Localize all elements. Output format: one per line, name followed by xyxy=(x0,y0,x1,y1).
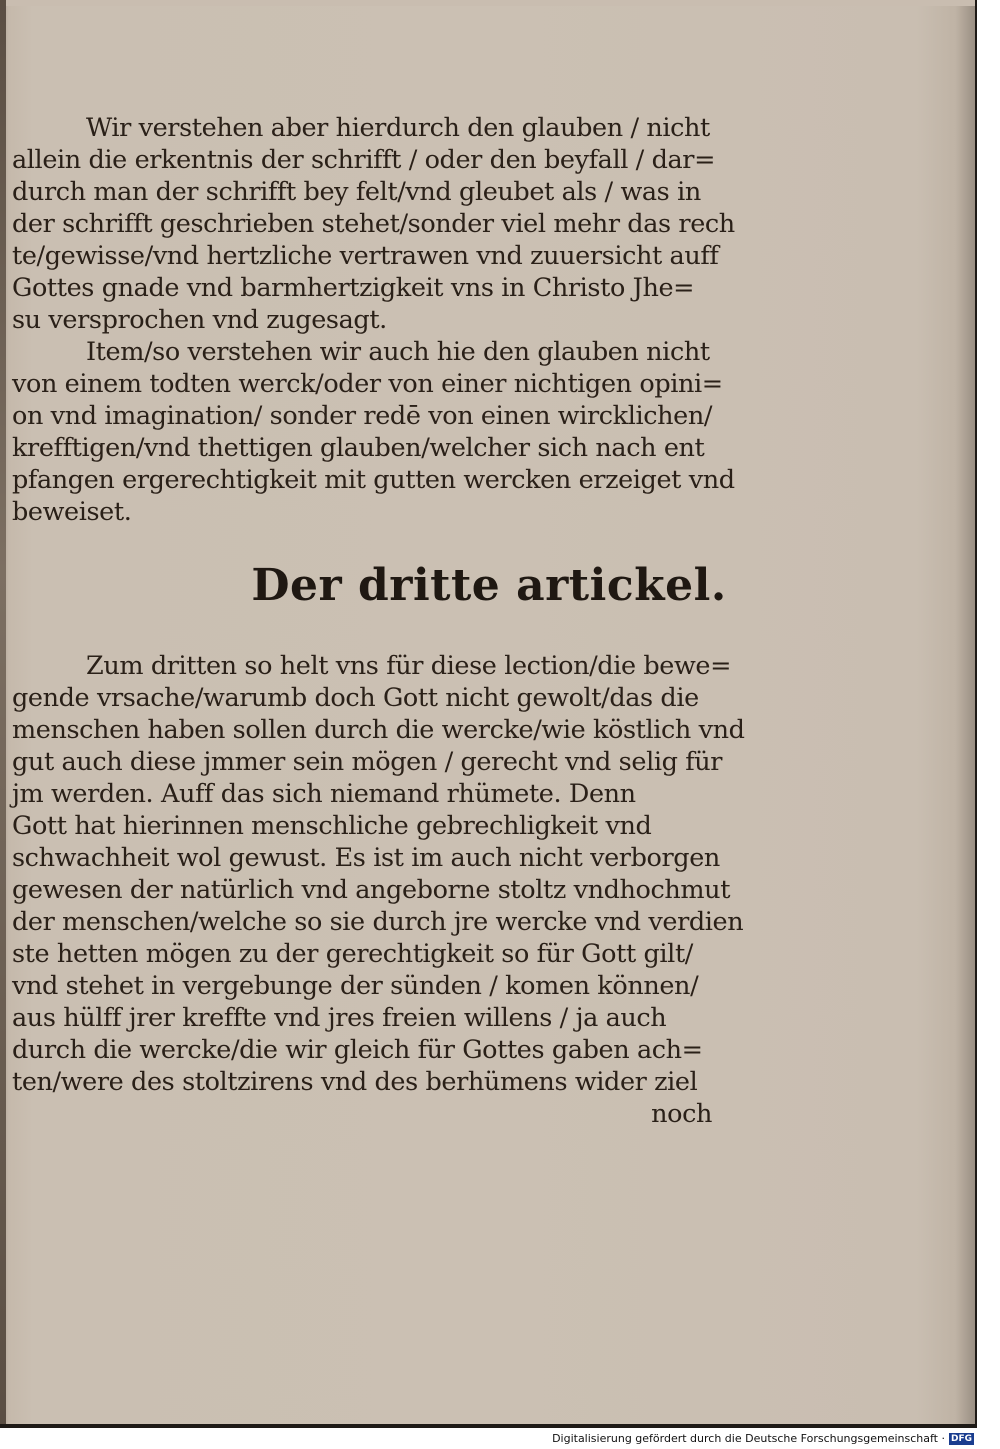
text-line: te/gewisse/vnd hertzliche vertrawen vnd zuuersicht auff xyxy=(12,241,719,271)
text-line: krefftigen/vnd thettigen glauben/welcher sich nach ent xyxy=(12,433,705,463)
text-line: Wir verstehen aber hierdurch den glauben / nicht xyxy=(86,113,710,143)
text-line: gende vrsache/warumb doch Gott nicht gewolt/das die xyxy=(12,683,699,713)
section-heading: Der dritte artickel. xyxy=(251,560,727,611)
text-line: Gott hat hierinnen menschliche gebrechligkeit vnd xyxy=(12,811,652,841)
text-line: schwachheit wol gewust. Es ist im auch nicht verborgen xyxy=(12,843,720,873)
text-line: su versprochen vnd zugesagt. xyxy=(12,305,387,335)
text-line: pfangen ergerechtigkeit mit gutten wercken erzeiget vnd xyxy=(12,465,735,495)
text-line: gut auch diese jmmer sein mögen / gerecht vnd selig für xyxy=(12,747,723,777)
text-line: ste hetten mögen zu der gerechtigkeit so für Gott gilt/ xyxy=(12,939,693,969)
scan-margin-right xyxy=(975,0,1000,1428)
text-line: der schrifft geschrieben stehet/sonder viel mehr das rech xyxy=(12,209,735,239)
text-line: jm werden. Auff das sich niemand rhümete. Denn xyxy=(12,779,636,809)
dfg-logo: DFG xyxy=(950,1434,972,1444)
catchword: noch xyxy=(651,1099,712,1129)
text-line: durch man der schrifft bey felt/vnd gleubet als / was in xyxy=(12,177,701,207)
page-bottom-edge xyxy=(0,1424,978,1428)
footer-credit xyxy=(552,1432,974,1445)
text-line: ten/were des stoltzirens vnd des berhümens wider ziel xyxy=(12,1067,698,1097)
text-line: Zum dritten so helt vns für diese lection/die bewe= xyxy=(86,651,732,681)
text-line: durch die wercke/die wir gleich für Gottes gaben ach= xyxy=(12,1035,703,1065)
text-line: menschen haben sollen durch die wercke/wie köstlich vnd xyxy=(12,715,745,745)
paragraph-1 xyxy=(12,112,735,528)
paragraph-3 xyxy=(12,650,745,1130)
page-right-edge xyxy=(975,0,977,1428)
text-line: on vnd imagination/ sonder redē von einen wircklichen/ xyxy=(12,401,713,431)
text-line: gewesen der natürlich vnd angeborne stoltz vndhochmut xyxy=(12,875,731,905)
credit-text: Digitalisierung gefördert durch die Deutsche Forschungsgemeinschaft · xyxy=(552,1432,945,1445)
text-line: Item/so verstehen wir auch hie den glauben nicht xyxy=(86,337,710,367)
text-line: Gottes gnade vnd barmhertzigkeit vns in Christo Jhe= xyxy=(12,273,695,303)
text-line: aus hülff jrer kreffte vnd jres freien willens / ja auch xyxy=(12,1003,667,1033)
text-line: allein die erkentnis der schrifft / oder den beyfall / dar= xyxy=(12,145,716,175)
text-line: der menschen/welche so sie durch jre wercke vnd verdien xyxy=(12,907,744,937)
page-left-edge xyxy=(0,0,6,1428)
text-line: von einem todten werck/oder von einer nichtigen opini= xyxy=(12,369,723,399)
text-line: vnd stehet in vergebunge der sünden / komen können/ xyxy=(12,971,699,1001)
text-line: beweiset. xyxy=(12,497,132,527)
